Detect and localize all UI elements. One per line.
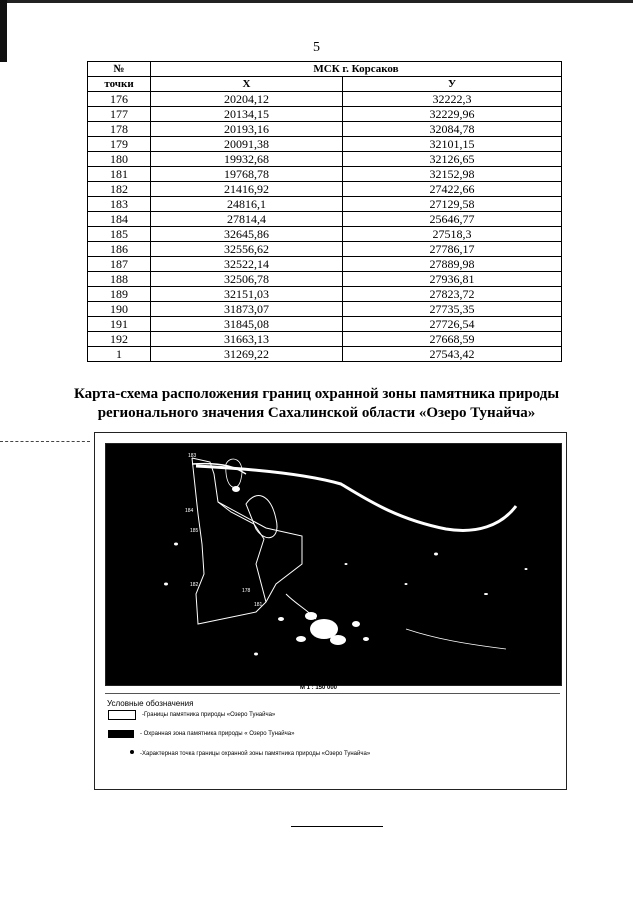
legend-item-boundary [108, 709, 275, 721]
table-header-row [88, 62, 562, 77]
cell-no: 187 [88, 257, 151, 272]
map-title-line-1: Карта-схема расположения границ охранной зоны памятника природы [73, 386, 560, 402]
table-subheader-row [88, 77, 562, 92]
cell-x: 20091,38 [151, 137, 343, 152]
cell-no: 182 [88, 182, 151, 197]
cell-y: 25646,77 [343, 212, 562, 227]
cell-x: 20204,12 [151, 92, 343, 107]
legend-title: Условные обозначения [107, 699, 194, 708]
cell-no: 191 [88, 317, 151, 332]
cell-x: 31873,07 [151, 302, 343, 317]
table-row [88, 317, 562, 332]
cell-x: 32522,14 [151, 257, 343, 272]
signature-line [291, 826, 383, 827]
table-row [88, 347, 562, 362]
cell-x: 19932,68 [151, 152, 343, 167]
table-body [88, 92, 562, 362]
cell-no: 189 [88, 287, 151, 302]
cell-x: 24816,1 [151, 197, 343, 212]
cell-no: 180 [88, 152, 151, 167]
table-row [88, 182, 562, 197]
table-row [88, 332, 562, 347]
header-x: Х [151, 77, 343, 92]
header-y: У [343, 77, 562, 92]
legend-boundary-text: -Границы памятника природы «Озеро Тунайча» [142, 712, 276, 718]
legend-item-point [108, 748, 370, 760]
cell-x: 27814,4 [151, 212, 343, 227]
table-row [88, 287, 562, 302]
map-legend-separator [105, 693, 560, 694]
cell-no: 179 [88, 137, 151, 152]
cell-y: 27823,72 [343, 287, 562, 302]
scan-edge-top [0, 0, 633, 3]
cell-no: 188 [88, 272, 151, 287]
point-label: 184 [185, 508, 194, 514]
point-label: 181 [254, 602, 263, 608]
cell-no: 184 [88, 212, 151, 227]
cell-x: 31663,13 [151, 332, 343, 347]
table-row [88, 197, 562, 212]
header-coordinate-system: МСК г. Корсаков [151, 62, 562, 77]
legend-item-zone [108, 728, 294, 740]
cell-no: 190 [88, 302, 151, 317]
cell-no: 1 [88, 347, 151, 362]
cell-x: 32506,78 [151, 272, 343, 287]
cell-y: 32229,96 [343, 107, 562, 122]
page-number: 5 [313, 40, 320, 55]
cell-no: 176 [88, 92, 151, 107]
map-title [60, 385, 573, 423]
point-label: 185 [190, 528, 199, 534]
cell-x: 32556,62 [151, 242, 343, 257]
cell-no: 178 [88, 122, 151, 137]
point-label: 182 [190, 582, 199, 588]
header-point-sub: точки [88, 77, 151, 92]
cell-y: 32084,78 [343, 122, 562, 137]
table-row [88, 227, 562, 242]
cell-y: 32126,65 [343, 152, 562, 167]
cell-y: 27726,54 [343, 317, 562, 332]
point-marker-icon [108, 750, 134, 758]
cell-y: 27786,17 [343, 242, 562, 257]
table-row [88, 257, 562, 272]
map-scale: М 1 : 150 000 [300, 685, 338, 691]
table-row [88, 122, 562, 137]
table-row [88, 272, 562, 287]
point-label: 183 [188, 453, 197, 459]
point-label: 178 [242, 588, 251, 594]
cell-x: 20193,16 [151, 122, 343, 137]
cell-y: 27735,35 [343, 302, 562, 317]
scan-dashed-line [0, 441, 90, 442]
cell-no: 177 [88, 107, 151, 122]
cell-x: 20134,15 [151, 107, 343, 122]
cell-y: 27129,58 [343, 197, 562, 212]
cell-y: 32222,3 [343, 92, 562, 107]
map-graphic [106, 444, 561, 685]
cell-y: 32101,15 [343, 137, 562, 152]
cell-y: 27422,66 [343, 182, 562, 197]
cell-x: 31269,22 [151, 347, 343, 362]
cell-x: 21416,92 [151, 182, 343, 197]
cell-y: 27518,3 [343, 227, 562, 242]
table-row [88, 302, 562, 317]
table-row [88, 152, 562, 167]
cell-y: 27889,98 [343, 257, 562, 272]
cell-x: 32645,86 [151, 227, 343, 242]
cell-x: 31845,08 [151, 317, 343, 332]
cell-no: 185 [88, 227, 151, 242]
cell-x: 32151,03 [151, 287, 343, 302]
table-row [88, 242, 562, 257]
protected-zone-icon [108, 730, 134, 738]
table-row [88, 212, 562, 227]
map-title-line-2: регионального значения Сахалинской области «Озеро Тунайча» [97, 405, 536, 421]
table-row [88, 92, 562, 107]
cell-no: 183 [88, 197, 151, 212]
table-row [88, 107, 562, 122]
cell-y: 27668,59 [343, 332, 562, 347]
legend-point-text: -Характерная точка границы охранной зоны памятника природы «Озеро Тунайча» [140, 751, 371, 757]
cell-no: 192 [88, 332, 151, 347]
table-row [88, 137, 562, 152]
boundary-line-icon [108, 710, 136, 720]
coordinates-table [87, 61, 562, 362]
header-point-number: № [88, 62, 151, 77]
cell-no: 181 [88, 167, 151, 182]
legend-zone-text: - Охранная зона памятника природы « Озеро Тунайча» [140, 731, 295, 737]
map-image [105, 443, 562, 686]
cell-y: 32152,98 [343, 167, 562, 182]
cell-x: 19768,78 [151, 167, 343, 182]
cell-y: 27543,42 [343, 347, 562, 362]
table-row [88, 167, 562, 182]
cell-no: 186 [88, 242, 151, 257]
cell-y: 27936,81 [343, 272, 562, 287]
